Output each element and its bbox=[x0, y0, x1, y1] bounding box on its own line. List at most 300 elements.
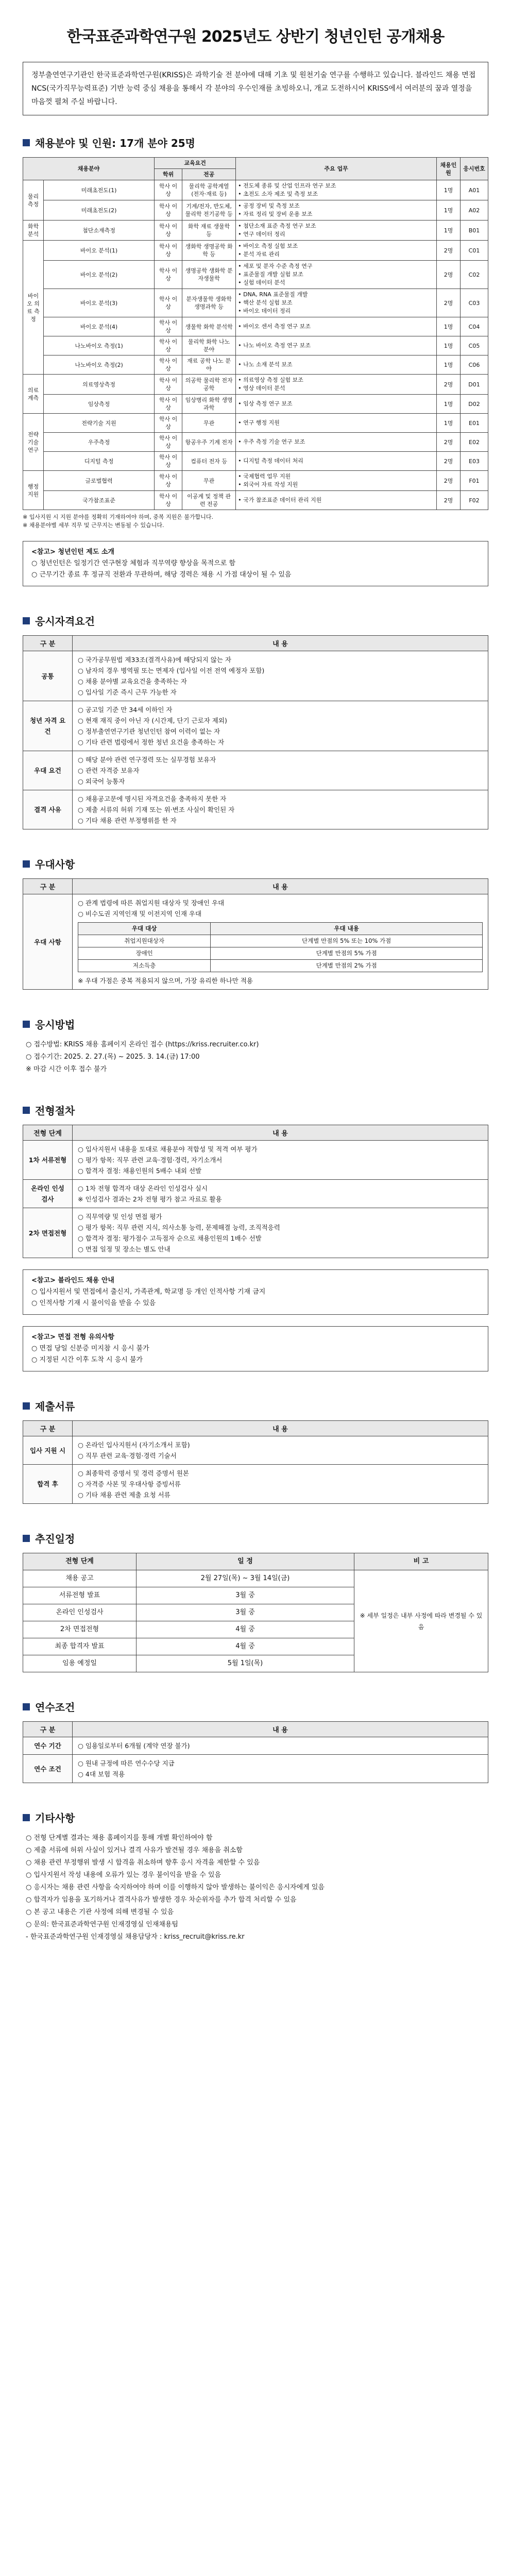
field-duties bbox=[236, 221, 437, 241]
field-major: 생물학 화학 분석학 bbox=[182, 317, 236, 336]
grid-line: ○ 관련 자격증 보유자 bbox=[78, 767, 140, 774]
field-degree: 학사 이상 bbox=[155, 395, 182, 414]
field-major: 이공계 및 정책 관련 전공 bbox=[182, 491, 236, 510]
field-row bbox=[23, 471, 488, 491]
eligibility-table bbox=[23, 635, 488, 829]
field-name: 나노바이오 측정(2) bbox=[44, 355, 155, 375]
text-line: ○ 채용 관련 부정행위 발생 시 합격을 취소하며 향후 응시 자격을 제한할 수 있음 bbox=[26, 1859, 260, 1867]
field-count: 1명 bbox=[437, 355, 461, 375]
col-code: 응시번호 bbox=[461, 158, 488, 180]
grid-category: 온라인 인성검사 bbox=[23, 1180, 73, 1208]
blind-info-label: <참고> 블라인드 채용 안내 bbox=[31, 1277, 114, 1284]
grid-content bbox=[73, 1208, 488, 1258]
field-major: 기계/전자, 반도체, 물리학 전기공학 등 bbox=[182, 200, 236, 221]
grid-line: ※ 인성검사 결과는 2차 전형 평가 참고 자료로 활용 bbox=[78, 1195, 222, 1203]
field-name: 국가참조표준 bbox=[44, 491, 155, 510]
col-content: 내 용 bbox=[73, 1125, 488, 1141]
col-stage: 전형 단계 bbox=[23, 1125, 73, 1141]
field-row bbox=[23, 375, 488, 395]
field-count: 2명 bbox=[437, 452, 461, 471]
field-duties bbox=[236, 395, 437, 414]
section-marker-icon bbox=[23, 1021, 30, 1028]
schedule-date: 4월 중 bbox=[137, 1621, 354, 1638]
field-major: 물리학 공학계열 (전자·재료 등) bbox=[182, 180, 236, 200]
schedule-date: 3월 중 bbox=[137, 1587, 354, 1604]
grid-line: ○ 기타 채용 관련 부정행위를 한 자 bbox=[78, 817, 177, 824]
field-duties bbox=[236, 452, 437, 471]
text-line: ○ 접수기간: 2025. 2. 27.(목) ~ 2025. 3. 14.(금) 17:00 bbox=[26, 1053, 200, 1061]
field-row bbox=[23, 395, 488, 414]
interview-info-label: <참고> 면접 전형 유의사항 bbox=[31, 1333, 114, 1341]
inner-content: 단계별 만점의 5% 가점 bbox=[211, 947, 483, 960]
field-degree: 학사 이상 bbox=[155, 241, 182, 261]
schedule-remark: ※ 세부 일정은 내부 사정에 따라 변경될 수 있음 bbox=[354, 1570, 488, 1672]
text-line: ○ 지정된 시간 이후 도착 시 응시 불가 bbox=[31, 1356, 143, 1364]
field-duties bbox=[236, 317, 437, 336]
field-name: 의료영상측정 bbox=[44, 375, 155, 395]
field-count: 1명 bbox=[437, 221, 461, 241]
field-duties bbox=[236, 336, 437, 355]
text-line: ○ 전형 단계별 결과는 채용 홈페이지를 통해 개별 확인하여야 함 bbox=[26, 1834, 213, 1842]
field-name: 전략기술 지원 bbox=[44, 414, 155, 433]
field-name: 나노바이오 측정(1) bbox=[44, 336, 155, 355]
field-major: 분자생물학 생화학 생명과학 등 bbox=[182, 289, 236, 317]
grid-row bbox=[23, 1737, 488, 1755]
field-row bbox=[23, 221, 488, 241]
field-group: 행정 지원 bbox=[23, 471, 44, 510]
grid-line: ○ 4대 보험 적용 bbox=[78, 1770, 125, 1778]
inner-content: 단계별 만점의 2% 가점 bbox=[211, 960, 483, 972]
col-content: 내 용 bbox=[73, 879, 488, 894]
field-duties bbox=[236, 180, 437, 200]
section-marker-icon bbox=[23, 1703, 30, 1710]
grid-line: ○ 온라인 입사지원서 (자기소개서 포함) bbox=[78, 1441, 190, 1449]
duty-line: • 임상 측정 연구 보조 bbox=[238, 400, 293, 407]
grid-row bbox=[23, 1141, 488, 1180]
section-marker-icon bbox=[23, 139, 30, 146]
col-major: 교육요건 bbox=[155, 158, 236, 169]
field-duties bbox=[236, 355, 437, 375]
grid-line: ○ 입사지원서 내용을 토대로 채용분야 적합성 및 적격 여부 평가 bbox=[78, 1145, 258, 1153]
field-major: 생화학 생명공학 화학 등 bbox=[182, 241, 236, 261]
schedule-stage: 채용 공고 bbox=[23, 1570, 137, 1587]
field-duties bbox=[236, 241, 437, 261]
grid-row bbox=[23, 1180, 488, 1208]
col-content: 내 용 bbox=[73, 1421, 488, 1436]
duty-line: • 연구 데이터 정리 bbox=[238, 231, 285, 238]
field-degree: 학사 이상 bbox=[155, 491, 182, 510]
grid-category: 2차 면접전형 bbox=[23, 1208, 73, 1258]
duty-line: • 전도체 종류 및 산업 인프라 연구 보조 bbox=[238, 182, 336, 189]
grid-line: ○ 1차 전형 합격자 대상 온라인 인성검사 실시 bbox=[78, 1184, 208, 1192]
field-group: 의료 계측 bbox=[23, 375, 44, 414]
field-code: E02 bbox=[461, 433, 488, 452]
field-degree: 학사 이상 bbox=[155, 261, 182, 289]
inner-content: 단계별 만점의 5% 또는 10% 가점 bbox=[211, 935, 483, 947]
field-name: 바이오 분석(2) bbox=[44, 261, 155, 289]
text-line: ○ 입사지원서 작성 내용에 오류가 있는 경우 불이익을 받을 수 있음 bbox=[26, 1871, 222, 1879]
documents-table bbox=[23, 1420, 488, 1504]
duty-line: • 디지털 측정 데이터 처리 bbox=[238, 457, 303, 464]
section-marker-icon bbox=[23, 1107, 30, 1114]
section-preference-heading: 우대사항 bbox=[23, 856, 488, 871]
apply-list bbox=[23, 1039, 488, 1076]
field-row bbox=[23, 261, 488, 289]
duty-line: • 세포 및 분자 수준 측정 연구 bbox=[238, 263, 313, 269]
process-table bbox=[23, 1125, 488, 1258]
text-line: ※ 마감 시간 이후 접수 불가 bbox=[26, 1065, 107, 1073]
field-code: C05 bbox=[461, 336, 488, 355]
field-degree: 학사 이상 bbox=[155, 452, 182, 471]
field-duties bbox=[236, 261, 437, 289]
grid-category: 우대 요건 bbox=[23, 751, 73, 790]
duty-line: • 나노 바이오 측정 연구 보조 bbox=[238, 342, 311, 349]
preference-inner-table bbox=[78, 922, 483, 972]
field-row bbox=[23, 317, 488, 336]
grid-line: ○ 채용공고문에 명시된 자격요건을 충족하지 못한 자 bbox=[78, 795, 227, 803]
field-major: 의공학 물리학 전자공학 bbox=[182, 375, 236, 395]
training-table bbox=[23, 1721, 488, 1783]
misc-list bbox=[23, 1832, 488, 1931]
grid-content bbox=[73, 1141, 488, 1180]
text-line: ○ 문의: 한국표준과학연구원 인재경영실 인재채용팀 bbox=[26, 1921, 178, 1928]
field-code: C06 bbox=[461, 355, 488, 375]
field-degree: 학사 이상 bbox=[155, 180, 182, 200]
field-group: 물리측정 bbox=[23, 180, 44, 221]
section-process-heading: 전형절차 bbox=[23, 1103, 488, 1117]
field-duties bbox=[236, 200, 437, 221]
field-row bbox=[23, 414, 488, 433]
text-line: ○ 입사지원서 및 면접에서 출신지, 가족관계, 학교명 등 개인 인적사항 기재 금지 bbox=[31, 1288, 266, 1296]
field-degree: 학사 이상 bbox=[155, 471, 182, 491]
field-row bbox=[23, 491, 488, 510]
col-content: 내 용 bbox=[73, 636, 488, 651]
field-code: E01 bbox=[461, 414, 488, 433]
field-count: 1명 bbox=[437, 200, 461, 221]
grid-line: ○ 외국어 능통자 bbox=[78, 777, 125, 785]
schedule-row bbox=[23, 1570, 488, 1587]
grid-row bbox=[23, 1436, 488, 1465]
grid-content bbox=[73, 1465, 488, 1504]
grid-line: ○ 국가공무원법 제33조(결격사유)에 해당되지 않는 자 bbox=[78, 656, 231, 664]
field-code: C01 bbox=[461, 241, 488, 261]
field-row bbox=[23, 355, 488, 375]
schedule-stage: 온라인 인성검사 bbox=[23, 1604, 137, 1621]
preference-table bbox=[23, 878, 488, 990]
grid-content bbox=[73, 790, 488, 829]
grid-row bbox=[23, 751, 488, 790]
field-row bbox=[23, 289, 488, 317]
duty-line: • 우주 측정 기술 연구 보조 bbox=[238, 438, 305, 445]
schedule-stage: 임용 예정일 bbox=[23, 1655, 137, 1672]
field-code: C04 bbox=[461, 317, 488, 336]
intern-info-label: <참고> 청년인턴 제도 소개 bbox=[31, 548, 114, 556]
field-duties bbox=[236, 414, 437, 433]
grid-line: ○ 입사일 기준 즉시 근무 가능한 자 bbox=[78, 688, 177, 696]
grid-line: ○ 정부출연연구기관 청년인턴 참여 이력이 없는 자 bbox=[78, 727, 220, 735]
field-major: 무관 bbox=[182, 471, 236, 491]
info-line: ○ 청년인턴은 일정기간 연구현장 체험과 직무역량 향상을 목적으로 함 bbox=[31, 560, 236, 567]
grid-content bbox=[73, 1436, 488, 1465]
field-major: 임상병리 화학 생명과학 bbox=[182, 395, 236, 414]
duty-line: • 바이오 측정 실험 보조 bbox=[238, 243, 298, 249]
preference-foot: ※ 우대 가점은 중복 적용되지 않으며, 가장 유리한 하나만 적용 bbox=[78, 977, 253, 985]
grid-category: 공통 bbox=[23, 651, 73, 701]
field-count: 1명 bbox=[437, 317, 461, 336]
field-code: B01 bbox=[461, 221, 488, 241]
duty-line: • 첨단소재 표준 측정 연구 보조 bbox=[238, 223, 316, 229]
schedule-date: 3월 중 bbox=[137, 1604, 354, 1621]
field-code: C03 bbox=[461, 289, 488, 317]
grid-category: 1차 서류전형 bbox=[23, 1141, 73, 1180]
grid-row bbox=[23, 701, 488, 751]
section-misc-heading: 기타사항 bbox=[23, 1810, 488, 1825]
grid-line: ○ 직무역량 및 인성 면접 평가 bbox=[78, 1213, 162, 1221]
field-degree: 학사 이상 bbox=[155, 375, 182, 395]
inner-head-content: 우대 내용 bbox=[211, 923, 483, 935]
text-line: ○ 관계 법령에 따른 취업지원 대상자 및 장애인 우대 bbox=[78, 899, 225, 907]
field-degree: 학사 이상 bbox=[155, 414, 182, 433]
grid-content bbox=[73, 651, 488, 701]
field-duties bbox=[236, 289, 437, 317]
grid-content bbox=[73, 701, 488, 751]
grid-line: ○ 평가 항목: 직무 관련 교육·경험·경력, 자기소개서 bbox=[78, 1156, 223, 1164]
grid-line: ○ 공고일 기준 만 34세 이하인 자 bbox=[78, 706, 173, 714]
field-code: D02 bbox=[461, 395, 488, 414]
grid-category: 합격 후 bbox=[23, 1465, 73, 1504]
duty-line: • 공정 장비 및 측정 보조 bbox=[238, 202, 300, 209]
preference-category: 우대 사항 bbox=[23, 894, 73, 990]
duty-line: • 초전도 소자 제조 및 측정 보조 bbox=[238, 191, 318, 197]
inner-head-target: 우대 대상 bbox=[78, 923, 211, 935]
field-duties bbox=[236, 471, 437, 491]
field-row bbox=[23, 336, 488, 355]
grid-line: ○ 면접 일정 및 장소는 별도 안내 bbox=[78, 1245, 171, 1253]
schedule-stage: 서류전형 발표 bbox=[23, 1587, 137, 1604]
schedule-date: 5월 1일(목) bbox=[137, 1655, 354, 1672]
field-row bbox=[23, 241, 488, 261]
text-line: ○ 본 공고 내용은 기관 사정에 의해 변경될 수 있음 bbox=[26, 1908, 174, 1916]
duty-line: • 국제협력 업무 지원 bbox=[238, 473, 291, 480]
duty-line: • DNA, RNA 표준물질 개발 bbox=[238, 291, 308, 298]
field-group: 전략기술 연구 bbox=[23, 414, 44, 471]
section-eligibility-heading: 응시자격요건 bbox=[23, 613, 488, 628]
field-count: 2명 bbox=[437, 375, 461, 395]
field-count: 2명 bbox=[437, 241, 461, 261]
grid-category: 청년 자격 요건 bbox=[23, 701, 73, 751]
grid-line: ○ 최종학력 증명서 및 경력 증명서 원본 bbox=[78, 1469, 189, 1477]
field-count: 1명 bbox=[437, 336, 461, 355]
grid-category: 입사 지원 시 bbox=[23, 1436, 73, 1465]
field-code: F01 bbox=[461, 471, 488, 491]
col-field: 채용분야 bbox=[23, 158, 155, 180]
duty-line: • 핵산 분석 실험 보조 bbox=[238, 299, 293, 306]
note-line: ※ 채용분야별 세부 직무 및 근무지는 변동될 수 있습니다. bbox=[23, 522, 164, 529]
field-major: 무관 bbox=[182, 414, 236, 433]
intro-box: 정부출연연구기관인 한국표준과학연구원(KRISS)은 과학기술 전 분야에 대해 기초 및 원천기술 연구를 수행하고 있습니다. 블라인드 채용 면접 NCS(국가직무능력표준) 기반 능력 중심 채용을 통해서 각 분야의 우수인재를 초빙하오니, 개교 도전하시어 KRISS에서 여러분의 꿈과 열정을 마음껏 펼쳐 주실 바랍니다. bbox=[23, 62, 488, 115]
field-code: F02 bbox=[461, 491, 488, 510]
grid-line: ○ 남자의 경우 병역필 또는 면제자 (입사일 이전 전역 예정자 포함) bbox=[78, 667, 265, 674]
page-title: 한국표준과학연구원 2025년도 상반기 청년인턴 공개채용 bbox=[66, 28, 445, 46]
field-row bbox=[23, 452, 488, 471]
grid-row bbox=[23, 1755, 488, 1783]
field-duties bbox=[236, 491, 437, 510]
text-line: ○ 비수도권 지역인재 및 이전지역 인재 우대 bbox=[78, 910, 202, 918]
field-name: 바이오 분석(1) bbox=[44, 241, 155, 261]
duty-line: • 연구 행정 지원 bbox=[238, 419, 280, 426]
grid-row bbox=[23, 651, 488, 701]
grid-line: ○ 직무 관련 교육·경험·경력 기술서 bbox=[78, 1452, 177, 1460]
inner-row bbox=[78, 935, 483, 947]
inner-target: 저소득층 bbox=[78, 960, 211, 972]
info-line: ○ 근무기간 종료 후 정규직 전환과 무관하며, 해당 경력은 채용 시 가점 대상이 될 수 있음 bbox=[31, 571, 292, 579]
field-code: C02 bbox=[461, 261, 488, 289]
field-major: 생명공학 생화학 분자생물학 bbox=[182, 261, 236, 289]
field-group: 바이오 의료 측정 bbox=[23, 241, 44, 375]
col-stage: 전형 단계 bbox=[23, 1553, 137, 1570]
field-name: 디지털 측정 bbox=[44, 452, 155, 471]
field-major: 항공우주 기계 전자 bbox=[182, 433, 236, 452]
grid-content bbox=[73, 1180, 488, 1208]
field-row bbox=[23, 180, 488, 200]
inner-row bbox=[78, 960, 483, 972]
section-fields-heading: 채용분야 및 인원: 17개 분야 25명 bbox=[23, 135, 488, 150]
field-count: 1명 bbox=[437, 395, 461, 414]
field-degree: 학사 이상 bbox=[155, 221, 182, 241]
grid-row bbox=[23, 1208, 488, 1258]
grid-line: ○ 임용일로부터 6개월 (계약 연장 불가) bbox=[78, 1742, 190, 1750]
inner-row bbox=[78, 947, 483, 960]
field-degree: 학사 이상 bbox=[155, 200, 182, 221]
duty-line: • 표준물질 개발 실험 보조 bbox=[238, 271, 303, 278]
grid-line: ○ 현재 재직 중이 아닌 자 (시간제, 단기 근로자 제외) bbox=[78, 717, 227, 724]
field-count: 1명 bbox=[437, 180, 461, 200]
text-line: ○ 인적사항 기재 시 불이익을 받을 수 있음 bbox=[31, 1299, 156, 1307]
text-line: ○ 합격자가 임용을 포기하거나 결격사유가 발생한 경우 차순위자를 추가 합격 처리할 수 있음 bbox=[26, 1896, 297, 1904]
field-degree: 학사 이상 bbox=[155, 317, 182, 336]
field-name: 우주측정 bbox=[44, 433, 155, 452]
field-major: 재료 공학 나노 분야 bbox=[182, 355, 236, 375]
fields-table bbox=[23, 157, 488, 510]
col-category: 구 분 bbox=[23, 636, 73, 651]
blind-info-box bbox=[23, 1269, 488, 1315]
duty-line: • 외국어 자료 작성 지원 bbox=[238, 481, 298, 488]
grid-line: ○ 자격증 사본 및 우대사항 증빙서류 bbox=[78, 1480, 181, 1488]
schedule-stage: 최종 합격자 발표 bbox=[23, 1638, 137, 1655]
field-group: 화학 분석 bbox=[23, 221, 44, 241]
contact-line: - 한국표준과학연구원 인재경영실 채용담당자 : kriss_recruit@kriss.re.kr bbox=[26, 1933, 245, 1941]
col-num: 채용인원 bbox=[437, 158, 461, 180]
text-line: ○ 접수방법: KRISS 채용 홈페이지 온라인 접수 (https://kriss.recruiter.co.kr) bbox=[26, 1041, 259, 1048]
field-count: 1명 bbox=[437, 414, 461, 433]
field-degree: 학사 이상 bbox=[155, 433, 182, 452]
grid-row bbox=[23, 790, 488, 829]
duty-line: • 나노 소재 분석 보조 bbox=[238, 361, 293, 368]
section-documents-heading: 제출서류 bbox=[23, 1398, 488, 1413]
field-count: 2명 bbox=[437, 261, 461, 289]
section-training-heading: 연수조건 bbox=[23, 1699, 488, 1714]
grid-line: ○ 기타 채용 관련 제출 요청 서류 bbox=[78, 1491, 171, 1499]
grid-content bbox=[73, 1737, 488, 1755]
field-row bbox=[23, 433, 488, 452]
duty-line: • 분석 자료 관리 bbox=[238, 251, 280, 258]
field-degree: 학사 이상 bbox=[155, 355, 182, 375]
col-major-name: 전공 bbox=[182, 169, 236, 180]
duty-line: • 바이오 데이터 정리 bbox=[238, 308, 291, 314]
grid-line: ○ 합격자 결정: 평가점수 고득점자 순으로 채용인원의 1배수 선발 bbox=[78, 1234, 262, 1242]
section-marker-icon bbox=[23, 1535, 30, 1542]
col-category: 구 분 bbox=[23, 879, 73, 894]
inner-target: 장애인 bbox=[78, 947, 211, 960]
grid-line: ○ 원내 규정에 따른 연수수당 지급 bbox=[78, 1759, 175, 1767]
field-count: 2명 bbox=[437, 491, 461, 510]
grid-content bbox=[73, 1755, 488, 1783]
col-category: 구 분 bbox=[23, 1722, 73, 1737]
grid-line: ○ 해당 분야 관련 연구경력 또는 실무경험 보유자 bbox=[78, 756, 216, 764]
col-category: 구 분 bbox=[23, 1421, 73, 1436]
field-code: A01 bbox=[461, 180, 488, 200]
field-major: 화학 재료 생물학 등 bbox=[182, 221, 236, 241]
field-degree: 학사 이상 bbox=[155, 289, 182, 317]
grid-content bbox=[73, 751, 488, 790]
field-major: 컴퓨터 전자 등 bbox=[182, 452, 236, 471]
interview-info-box bbox=[23, 1326, 488, 1371]
fields-notes bbox=[23, 513, 488, 530]
field-degree: 학사 이상 bbox=[155, 336, 182, 355]
section-marker-icon bbox=[23, 860, 30, 868]
inner-target: 취업지원대상자 bbox=[78, 935, 211, 947]
field-row bbox=[23, 200, 488, 221]
grid-row bbox=[23, 1465, 488, 1504]
duty-line: • 국가 참조표준 데이터 관리 지원 bbox=[238, 497, 322, 503]
section-marker-icon bbox=[23, 1402, 30, 1410]
field-code: E03 bbox=[461, 452, 488, 471]
duty-line: • 영상 데이터 분석 bbox=[238, 385, 285, 392]
schedule-stage: 2차 면접전형 bbox=[23, 1621, 137, 1638]
field-count: 2명 bbox=[437, 471, 461, 491]
field-name: 임상측정 bbox=[44, 395, 155, 414]
field-duties bbox=[236, 375, 437, 395]
field-code: D01 bbox=[461, 375, 488, 395]
field-code: A02 bbox=[461, 200, 488, 221]
col-remark: 비 고 bbox=[354, 1553, 488, 1570]
field-name: 바이오 분석(4) bbox=[44, 317, 155, 336]
field-count: 2명 bbox=[437, 433, 461, 452]
grid-line: ○ 기타 관련 법령에서 정한 청년 요건을 충족하는 자 bbox=[78, 738, 225, 746]
duty-line: • 실험 데이터 분석 bbox=[238, 279, 285, 286]
schedule-table bbox=[23, 1553, 488, 1672]
text-line: ○ 제출 서류에 허위 사실이 있거나 결격 사유가 발견될 경우 채용을 취소함 bbox=[26, 1846, 243, 1854]
section-apply-heading: 응시방법 bbox=[23, 1016, 488, 1031]
field-name: 바이오 분석(3) bbox=[44, 289, 155, 317]
section-schedule-heading: 추진일정 bbox=[23, 1531, 488, 1546]
field-name: 글로벌협력 bbox=[44, 471, 155, 491]
duty-line: • 바이오 센서 측정 연구 보조 bbox=[238, 323, 311, 330]
note-line: ※ 입사지원 시 지원 분야를 정확히 기재하여야 하며, 중복 지원은 불가합니다. bbox=[23, 514, 213, 520]
section-marker-icon bbox=[23, 1814, 30, 1821]
grid-line: ○ 합격자 결정: 채용인원의 5배수 내외 선발 bbox=[78, 1167, 202, 1175]
grid-category: 연수 조건 bbox=[23, 1755, 73, 1783]
col-content: 내 용 bbox=[73, 1722, 488, 1737]
duty-line: • 자료 정리 및 장비 운용 보조 bbox=[238, 211, 313, 217]
field-name: 미래초전도(2) bbox=[44, 200, 155, 221]
grid-category: 연수 기간 bbox=[23, 1737, 73, 1755]
text-line: ○ 응시자는 채용 관련 사항을 숙지하여야 하며 이를 이행하지 않아 발생하는 불이익은 응시자에게 있음 bbox=[26, 1884, 325, 1891]
text-line: ○ 면접 당일 신분증 미지참 시 응시 불가 bbox=[31, 1345, 149, 1352]
intern-info-box bbox=[23, 541, 488, 586]
grid-line: ○ 제출 서류의 허위 기재 또는 위·변조 사실이 확인된 자 bbox=[78, 806, 235, 814]
schedule-date: 4월 중 bbox=[137, 1638, 354, 1655]
